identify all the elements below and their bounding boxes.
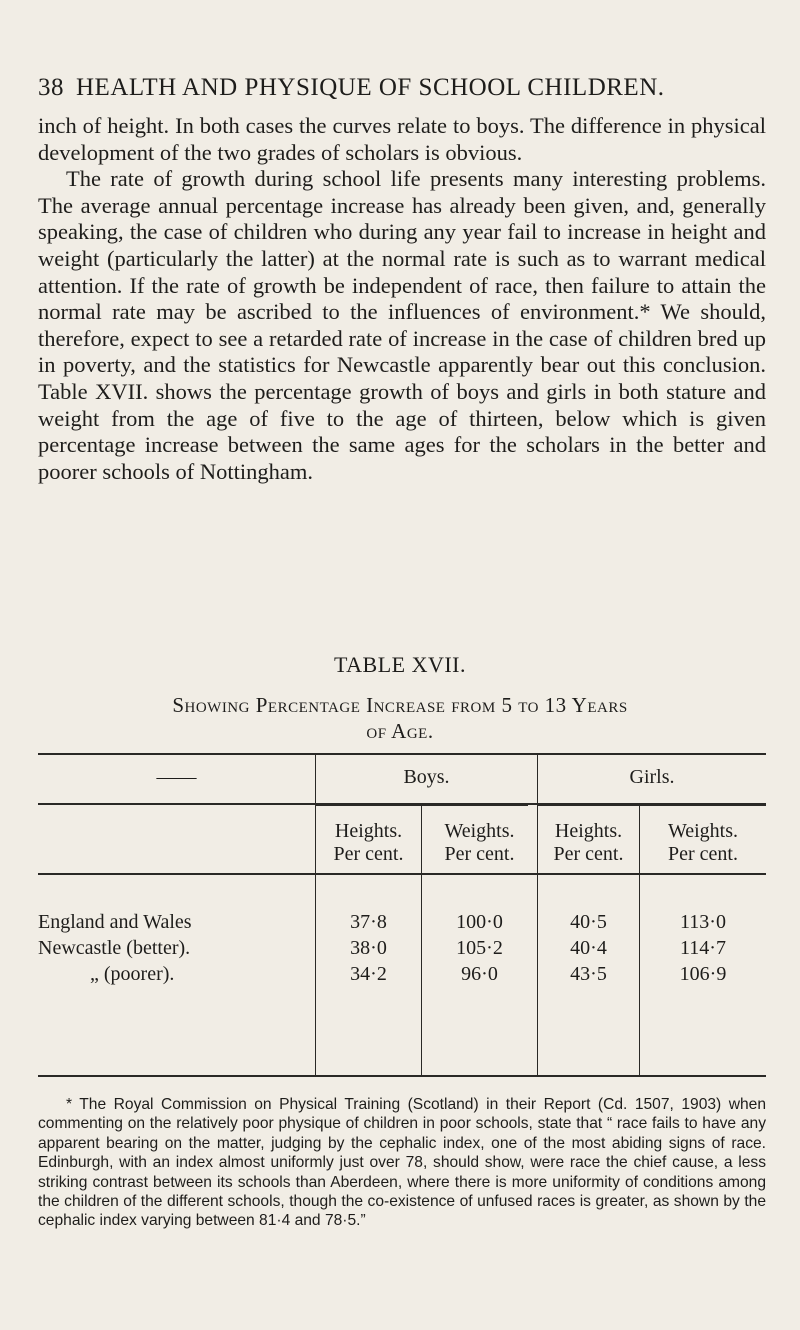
table-title: TABLE XVII. (333, 652, 467, 677)
running-title: HEALTH AND PHYSIQUE OF SCHOOL CHILDREN. (76, 74, 665, 101)
group-boys-header: Boys. (403, 766, 450, 788)
table-cell: 105·2 (456, 937, 503, 959)
col-header-line: Weights. (444, 820, 515, 842)
col-header-line: Per cent. (444, 843, 515, 865)
col-header-line: Heights. (554, 820, 623, 842)
col-header-line: Weights. (667, 820, 739, 842)
table-cell: 100·0 (456, 911, 503, 933)
col-header-boys-heights (316, 820, 421, 866)
footnote (38, 1095, 766, 1231)
footnote-text: * The Royal Commission on Physical Training (Scotland) in their Report (Cd. 1507, 1903) when commenting on the relatively poor physique of children in poor schools, state that “ race fails to have any apparent bearing on the matter, judging by the cephalic index, one of the most abiding signs of race. Edinburgh, with an index almost uniformly just over 78, should show, were race the chief cause, a less striking contrast between its schools than Aberdeen, where there is more uniformity of conditions among the children of the different schools, though the co-existence of unfused races is greater, as shown by the cephalic index varying between 81·4 and 78·5.” (38, 1096, 766, 1230)
table-cell: 43·5 (570, 963, 607, 985)
table-cell: 37·8 (350, 911, 387, 933)
group-girls-header: Girls. (629, 766, 675, 788)
table-subtitle-line-2: of Age. (366, 719, 434, 743)
running-header (38, 74, 665, 102)
paragraph-2: The rate of growth during school life presents many interesting problems. The average annual percentage increase has already been given, and, generally speaking, the case of children who during any year fail to increase in height and weight (particularly the latter) at the normal rate is such as to warrant medical attention. If the rate of growth be independent of race, then failure to attain the normal rate may be ascribed to the influences of environment.* We should, therefore, expect to see a retarded rate of increase in the case of children bred up in poverty, and the statistics for Newcastle apparently bear out this conclusion. Table XVII. shows the percentage growth of boys and girls in both stature and weight from the age of five to the age of thirteen, below which is given percentage increase between the same ages for the scholars in the better and poorer schools of Nottingham. (38, 166, 766, 484)
table-cell: 40·4 (570, 937, 607, 959)
col-header-line: Per cent. (333, 843, 404, 865)
stub-header: —— (156, 766, 197, 788)
row-label-newcastle-poorer: „ (poorer). (90, 963, 175, 985)
table-subtitle-line-1: Showing Percentage Increase from 5 to 13 Years (172, 693, 628, 717)
body-text (38, 113, 766, 485)
table-cell: 106·9 (679, 963, 727, 985)
table-bottom-rule (38, 1075, 766, 1077)
col-header-boys-weights (422, 820, 537, 866)
col-header-girls-heights (538, 820, 639, 866)
table-cell: 113·0 (680, 911, 726, 933)
col-header-girls-weights (640, 820, 766, 866)
table-cell: 96·0 (461, 963, 498, 985)
col-header-line: Per cent. (553, 843, 624, 865)
table-cell: 38·0 (350, 937, 387, 959)
row-label-newcastle-better: Newcastle (better). (38, 937, 191, 959)
table-subtitle (0, 692, 800, 744)
table-cell: 40·5 (570, 911, 607, 933)
table-top-rule (38, 753, 766, 755)
row-label-england-wales: England and Wales (38, 911, 192, 933)
col-header-bottom-rule (38, 873, 766, 875)
table-cell: 114·7 (680, 937, 726, 959)
col-header-line: Heights. (334, 820, 403, 842)
table-cell: 34·2 (350, 963, 387, 985)
page-number: 38 (38, 74, 64, 101)
paragraph-1: inch of height. In both cases the curves relate to boys. The difference in physical development of the two grades of scholars is obvious. (38, 113, 766, 165)
col-header-line: Per cent. (668, 843, 738, 865)
